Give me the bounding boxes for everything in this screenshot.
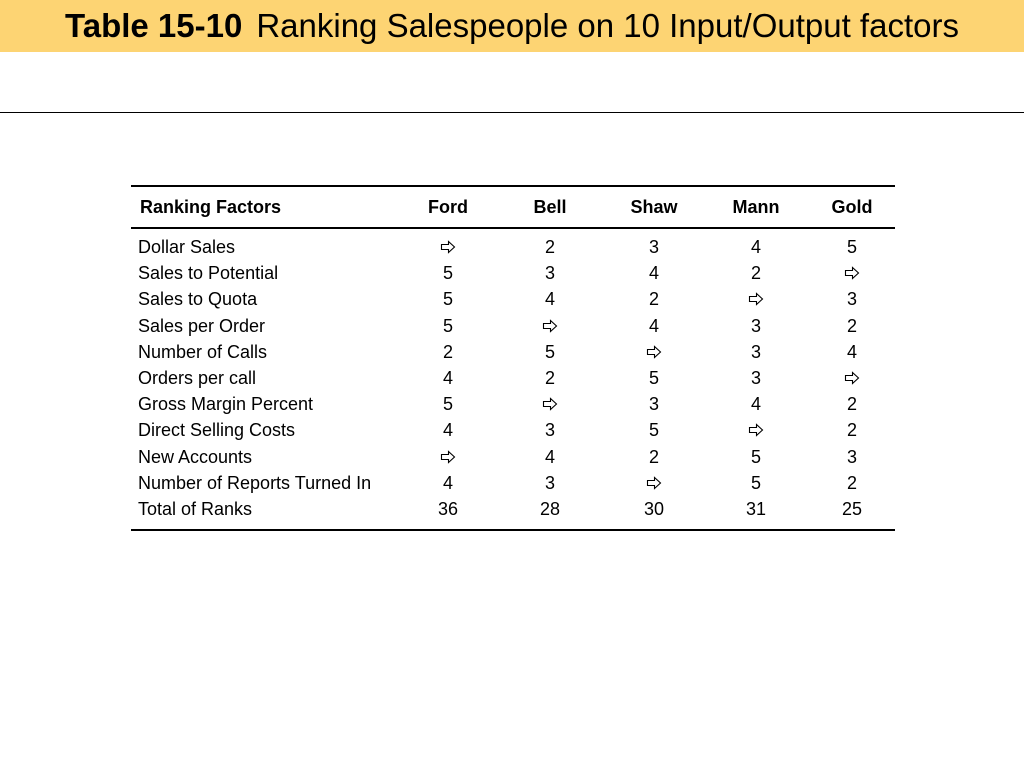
rank-cell-gold: 2 bbox=[846, 420, 857, 441]
rank-cell-gold: 3 bbox=[846, 289, 857, 310]
rank-cell-shaw: 4 bbox=[648, 263, 659, 284]
table-row bbox=[131, 286, 895, 312]
rank-cell-gold: 3 bbox=[846, 446, 857, 467]
ranking-table bbox=[131, 185, 895, 531]
header-shaw: Shaw bbox=[630, 197, 678, 217]
header-gold: Gold bbox=[831, 197, 873, 217]
hollow-right-arrow-icon bbox=[646, 345, 662, 359]
rank-cell-bell: 3 bbox=[544, 472, 555, 493]
rank-cell-ford: 2 bbox=[442, 341, 453, 362]
rank-cell-ford: 36 bbox=[437, 499, 459, 520]
ranking-factor-label: Gross Margin Percent bbox=[138, 394, 314, 415]
hollow-right-arrow-icon bbox=[542, 319, 558, 333]
rank-cell-shaw: 3 bbox=[648, 237, 659, 257]
hollow-right-arrow-icon bbox=[440, 450, 456, 464]
table-row bbox=[131, 313, 895, 339]
hollow-right-arrow-icon bbox=[844, 371, 860, 385]
rank-cell-gold bbox=[809, 365, 895, 391]
title-divider bbox=[0, 112, 1024, 113]
rank-cell-shaw: 2 bbox=[648, 446, 659, 467]
rank-cell-mann bbox=[703, 286, 809, 312]
rank-cell-mann bbox=[703, 417, 809, 443]
rank-cell-bell: 2 bbox=[544, 237, 555, 257]
table-header-row bbox=[131, 186, 895, 228]
rank-cell-bell bbox=[495, 391, 605, 417]
table-body bbox=[131, 228, 895, 530]
ranking-factor-label: Total of Ranks bbox=[138, 499, 253, 520]
rank-cell-ford: 5 bbox=[442, 263, 453, 284]
rank-cell-bell: 3 bbox=[544, 263, 555, 284]
table-row bbox=[131, 444, 895, 470]
hollow-right-arrow-icon bbox=[748, 423, 764, 437]
ranking-factor-label: Number of Calls bbox=[138, 341, 268, 362]
rank-cell-gold: 2 bbox=[846, 472, 857, 493]
rank-cell-mann: 3 bbox=[750, 315, 761, 336]
rank-cell-ford: 5 bbox=[442, 315, 453, 336]
ranking-factor-label: Orders per call bbox=[138, 368, 257, 389]
rank-cell-ford: 4 bbox=[442, 472, 453, 493]
rank-cell-bell: 4 bbox=[544, 446, 555, 467]
rank-cell-bell bbox=[495, 313, 605, 339]
rank-cell-shaw bbox=[605, 470, 703, 496]
slide-title bbox=[0, 5, 1024, 47]
rank-cell-mann: 5 bbox=[750, 472, 761, 493]
rank-cell-shaw: 5 bbox=[648, 368, 659, 389]
table-total-row bbox=[131, 496, 895, 530]
rank-cell-shaw: 4 bbox=[648, 315, 659, 336]
rank-cell-ford: 5 bbox=[442, 289, 453, 310]
rank-cell-ford: 4 bbox=[442, 420, 453, 441]
table-title-text: Ranking Salespeople on 10 Input/Output factors bbox=[256, 7, 959, 44]
rank-cell-gold: 25 bbox=[841, 499, 863, 520]
hollow-right-arrow-icon bbox=[542, 397, 558, 411]
rank-cell-mann: 3 bbox=[750, 368, 761, 389]
rank-cell-shaw: 5 bbox=[648, 420, 659, 441]
rank-cell-bell: 3 bbox=[544, 420, 555, 441]
rank-cell-ford: 5 bbox=[442, 394, 453, 415]
rank-cell-gold: 2 bbox=[846, 394, 857, 415]
table-row bbox=[131, 260, 895, 286]
hollow-right-arrow-icon bbox=[440, 240, 456, 254]
rank-cell-mann: 2 bbox=[750, 263, 761, 284]
rank-cell-gold bbox=[809, 260, 895, 286]
rank-cell-mann: 3 bbox=[750, 341, 761, 362]
header-ranking-factors: Ranking Factors bbox=[140, 197, 282, 217]
rank-cell-mann: 4 bbox=[750, 394, 761, 415]
rank-cell-shaw: 30 bbox=[643, 499, 665, 520]
ranking-factor-label: Dollar Sales bbox=[138, 237, 236, 257]
rank-cell-mann: 4 bbox=[750, 237, 761, 257]
header-mann: Mann bbox=[732, 197, 780, 217]
table-row bbox=[131, 391, 895, 417]
table-row bbox=[131, 365, 895, 391]
rank-cell-ford bbox=[401, 444, 495, 470]
rank-cell-ford bbox=[401, 228, 495, 260]
header-bell: Bell bbox=[533, 197, 567, 217]
rank-cell-mann: 31 bbox=[745, 499, 767, 520]
hollow-right-arrow-icon bbox=[844, 266, 860, 280]
table-row bbox=[131, 470, 895, 496]
ranking-factor-label: Sales to Potential bbox=[138, 263, 279, 284]
hollow-right-arrow-icon bbox=[748, 292, 764, 306]
table-row bbox=[131, 228, 895, 260]
hollow-right-arrow-icon bbox=[646, 476, 662, 490]
rank-cell-shaw: 3 bbox=[648, 394, 659, 415]
rank-cell-bell: 28 bbox=[539, 499, 561, 520]
rank-cell-bell: 2 bbox=[544, 368, 555, 389]
ranking-factor-label: Sales to Quota bbox=[138, 289, 258, 310]
rank-cell-gold: 4 bbox=[846, 341, 857, 362]
rank-cell-bell: 4 bbox=[544, 289, 555, 310]
rank-cell-shaw bbox=[605, 339, 703, 365]
rank-cell-gold: 2 bbox=[846, 315, 857, 336]
ranking-factor-label: New Accounts bbox=[138, 446, 253, 467]
ranking-factor-label: Sales per Order bbox=[138, 315, 266, 336]
ranking-factor-label: Number of Reports Turned In bbox=[138, 472, 372, 493]
rank-cell-mann: 5 bbox=[750, 446, 761, 467]
rank-cell-bell: 5 bbox=[544, 341, 555, 362]
ranking-factor-label: Direct Selling Costs bbox=[138, 420, 296, 441]
header-ford: Ford bbox=[428, 197, 468, 217]
table-row bbox=[131, 339, 895, 365]
table-row bbox=[131, 417, 895, 443]
rank-cell-shaw: 2 bbox=[648, 289, 659, 310]
table-number: Table 15-10 bbox=[65, 7, 243, 44]
rank-cell-ford: 4 bbox=[442, 368, 453, 389]
rank-cell-gold: 5 bbox=[846, 237, 857, 257]
